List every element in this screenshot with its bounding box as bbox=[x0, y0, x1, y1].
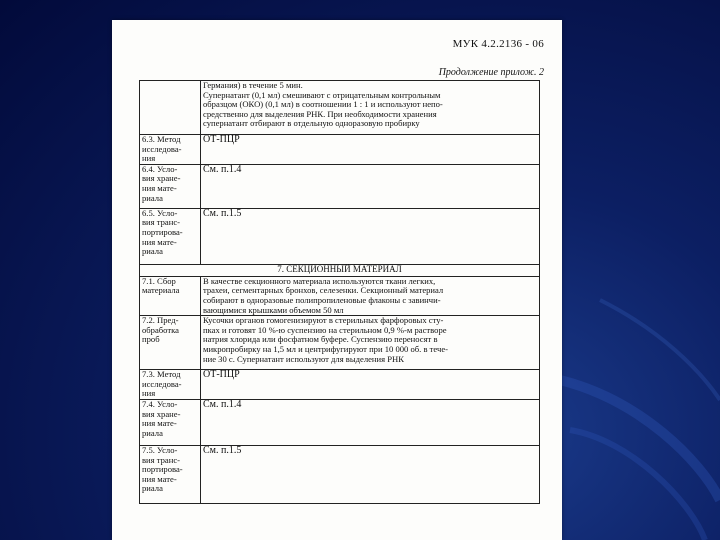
content-line: См. п.1.4 bbox=[203, 399, 242, 410]
row-label bbox=[140, 276, 201, 315]
label-line: ния мате- bbox=[142, 474, 177, 484]
label-line: 6.3. Метод bbox=[142, 135, 181, 144]
label-line: вия хране- bbox=[142, 409, 181, 419]
label-line: ния мате- bbox=[142, 237, 177, 247]
label-line: вия хране- bbox=[142, 174, 181, 184]
content-line: собирают в одноразовые полипропиленовые флаконы с завинчи- bbox=[203, 295, 441, 305]
table-row bbox=[140, 164, 540, 208]
continuation-note: Продолжение прилож. 2 bbox=[438, 67, 544, 78]
document-code: МУК 4.2.2136 - 06 bbox=[452, 38, 544, 50]
label-line: 7.2. Пред- bbox=[142, 316, 179, 326]
row-label bbox=[140, 370, 201, 400]
table-row bbox=[140, 135, 540, 165]
content-line: ОТ-ПЦР bbox=[203, 135, 240, 145]
section-header-row bbox=[140, 264, 540, 276]
content-line: См. п.1.5 bbox=[203, 445, 242, 456]
row-content bbox=[201, 316, 540, 370]
content-line: микропробирку на 1,5 мл и центрифугируют при 10 000 об. в тече- bbox=[203, 344, 449, 354]
label-line: исследова- bbox=[142, 379, 182, 389]
label-line: риала bbox=[142, 484, 163, 494]
row-content bbox=[201, 164, 540, 208]
label-line: проб bbox=[142, 335, 160, 345]
content-line: натрия хлорида или фосфатном буфере. Суспензию переносят в bbox=[203, 335, 438, 345]
label-line: ния bbox=[142, 154, 156, 164]
label-line: риала bbox=[142, 247, 163, 257]
content-line: См. п.1.4 bbox=[203, 164, 242, 175]
row-content bbox=[201, 370, 540, 400]
row-content bbox=[201, 399, 540, 445]
row-label bbox=[140, 208, 201, 264]
content-line: вающимися крышками объемом 50 мл bbox=[203, 305, 344, 315]
label-line: портирова- bbox=[142, 465, 183, 475]
content-line: пках и готовят 10 %-ю суспензию на стерильном 0,9 %-м растворе bbox=[203, 325, 447, 335]
table-row bbox=[140, 208, 540, 264]
row-content bbox=[201, 81, 540, 135]
table-row bbox=[140, 276, 540, 315]
row-content bbox=[201, 276, 540, 315]
label-line: вия транс- bbox=[142, 455, 181, 465]
document-table bbox=[139, 80, 540, 504]
section-title: 7. СЕКЦИОННЫЙ МАТЕРИАЛ bbox=[140, 264, 540, 276]
table-row bbox=[140, 399, 540, 445]
document-page bbox=[112, 20, 562, 540]
label-line: обработка bbox=[142, 325, 179, 335]
label-line: 6.4. Усло- bbox=[142, 164, 178, 174]
content-line: Супернатант (0,1 мл) смешивают с отрицательным контрольным bbox=[203, 90, 441, 100]
content-line: средственно для выделения РНК. При необходимости хранения bbox=[203, 109, 437, 119]
label-line: ния мате- bbox=[142, 183, 177, 193]
label-line: 7.1. Сбор bbox=[142, 276, 176, 286]
content-line: Германия) в течение 5 мин. bbox=[203, 81, 303, 90]
table-row bbox=[140, 370, 540, 400]
content-line: ние 30 с. Супернатант используют для выделения РНК bbox=[203, 354, 404, 364]
row-label bbox=[140, 316, 201, 370]
label-line: 6.5. Усло- bbox=[142, 208, 178, 218]
label-line: материала bbox=[142, 286, 180, 296]
label-line: ния bbox=[142, 389, 156, 399]
row-label bbox=[140, 164, 201, 208]
label-line: ния мате- bbox=[142, 419, 177, 429]
content-line: ОТ-ПЦР bbox=[203, 370, 240, 380]
table-row bbox=[140, 445, 540, 503]
label-line: риала bbox=[142, 193, 163, 203]
content-line: образцом (ОКО) (0,1 мл) в соотношении 1 : 1 и используют непо- bbox=[203, 100, 443, 110]
row-content bbox=[201, 208, 540, 264]
content-line: В качестве секционного материала используются ткани легких, bbox=[203, 276, 436, 286]
label-line: исследова- bbox=[142, 144, 182, 154]
label-line: риала bbox=[142, 428, 163, 438]
row-label bbox=[140, 81, 201, 135]
row-label bbox=[140, 399, 201, 445]
table-row bbox=[140, 81, 540, 135]
row-content bbox=[201, 135, 540, 165]
content-line: супернатант отбирают в отдельную одноразовую пробирку bbox=[203, 119, 420, 129]
row-label bbox=[140, 135, 201, 165]
content-line: трахеи, сегментарных бронхов, селезенки. Секционный материал bbox=[203, 286, 444, 296]
table-row bbox=[140, 316, 540, 370]
row-label bbox=[140, 445, 201, 503]
label-line: 7.3. Метод bbox=[142, 370, 181, 380]
label-line: портирова- bbox=[142, 227, 183, 237]
label-line: 7.4. Усло- bbox=[142, 399, 178, 409]
row-content bbox=[201, 445, 540, 503]
content-line: Кусочки органов гомогенизируют в стерильных фарфоровых сту- bbox=[203, 316, 444, 326]
label-line: 7.5. Усло- bbox=[142, 445, 178, 455]
label-line: вия транс- bbox=[142, 218, 181, 228]
content-line: См. п.1.5 bbox=[203, 208, 242, 219]
